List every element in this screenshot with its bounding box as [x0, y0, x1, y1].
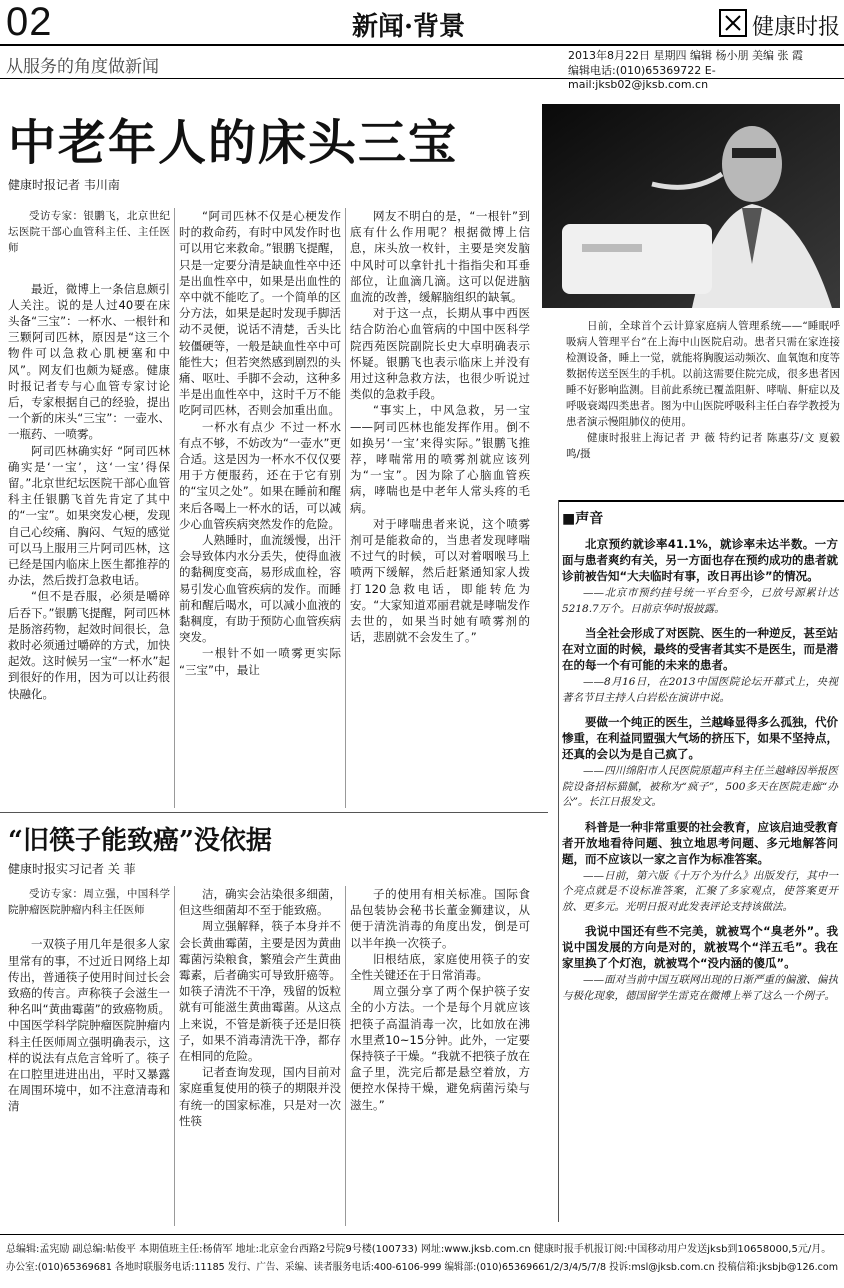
article-byline: 健康时报记者 韦川南	[8, 178, 120, 192]
paragraph: 周立强分享了两个保护筷子安全的小方法。一个是每个月就应该把筷子高温消毒一次，比如放在沸水里煮10~15分钟。此外，一定要保持筷子干燥。“我就不把筷子放在盒子里，洗完后都是悬空着放，方便控水保持干燥，避免病菌污染与滋生。”	[350, 984, 530, 1112]
voice-quote: 当全社会形成了对医院、医生的一种逆反，甚至站在对立面的时候，最终的受害者其实不是医生，而是潜在的每一个有可能的未来的患者。	[562, 626, 838, 672]
article2-byline: 健康时报实习记者 关 菲	[8, 862, 136, 876]
header-rule-bottom	[0, 78, 844, 79]
paragraph: 周立强解释，筷子本身并不会长黄曲霉菌，主要是因为黄曲霉菌污染粮食，繁殖会产生黄曲霉素，后者确实可导致肝癌等。如筷子清洗不干净，残留的饭粒就有可能滋生黄曲霉菌。从这点上来说，不管是新筷子还是旧筷子，如果不消毒清洗干净，都存在相同的危险。	[179, 919, 341, 1064]
voice-item	[562, 536, 838, 617]
newspaper-logo	[718, 8, 840, 40]
column-divider	[174, 886, 175, 1226]
logo-emblem-icon	[718, 8, 748, 38]
page-number: 02	[6, 0, 53, 44]
column-divider	[174, 208, 175, 808]
paragraph: 对于哮喘患者来说，这个喷雾剂可是能救命的，当患者发现哮喘不过气的时候，可以对着咽喉马上喷两下缓解，然后赶紧通知家人拨打120急救电话，即能转危为安。“大家知道邓丽君就是哮喘发作去世的，如果当时她有喷雾剂的话，悲剧就不会发生了。”	[350, 516, 530, 645]
article-headline: 中老年人的床头三宝	[8, 115, 459, 171]
voice-source: ——北京市预约挂号统一平台至今，已放号源累计达5218.7万个。日前京华时报披露。	[562, 587, 838, 615]
paragraph: 一双筷子用几年是很多人家里常有的事，不过近日网络上却传出，普通筷子使用时间过长会致癌的传言。声称筷子会滋生一种名叫“黄曲霉菌”的致癌物质。中国医学科学院肿瘤医院肿瘤内科主任医师周立强明确表示，这样的说法有点危言耸听了。筷子在口腔里进进出出，平时又暴露在周围环境中，如不注意清毒和清	[8, 937, 170, 1114]
paragraph: 人熟睡时，血流缓慢，出汗会导致体内水分丢失，使得血液的黏稠度变高，易形成血栓，容易引发心血管疾病的发作。而睡前和醒后喝水，可以减小血液的黏稠度，有助于预防心血管疾病突发。	[179, 533, 341, 645]
voice-item	[562, 625, 838, 706]
doctor-photo-icon	[542, 104, 840, 308]
expert-note: 受访专家：银鹏飞，北京世纪坛医院干部心血管科主任、主任医师	[8, 210, 170, 255]
slogan: 从服务的角度做新闻	[6, 57, 159, 77]
editor-contact: 编辑电话:(010)65369722 E-mail:jksb02@jksb.com.cn	[568, 64, 716, 91]
footer-staff-info: 总编辑:孟宪励 副总编:帖俊平 本期值班主任:杨倩军 地址:北京金台西路2号院9号楼(100733) 网址:www.jksb.com.cn 健康时报手机报订阅:中国移动用户发送jksb到10658000,5元/月。	[6, 1244, 832, 1255]
voice-item	[562, 819, 838, 916]
voice-item	[562, 923, 838, 1004]
issue-date-editors: 2013年8月22日 星期四 编辑 杨小朋 美编 张 霞	[568, 49, 803, 62]
column-divider	[345, 208, 346, 808]
paragraph: “但不是吞服，必须是嚼碎后吞下。”银鹏飞提醒，阿司匹林是肠溶药物，起效时间很长，急救时必须通过嚼碎的方式，加快起效。这时候另一宝“一杯水”起到很好的作用，因为可以让药很快融化。	[8, 589, 170, 701]
voice-quote: 北京预约就诊率41.1%，就诊率未达半数。一方面与患者爽约有关，另一方面也存在预约成功的患者就诊前被告知“大夫临时有事，改日再出诊”的情况。	[562, 537, 838, 583]
logo-text: 健康时报	[752, 15, 841, 40]
section-title: 新闻·背景	[352, 12, 466, 42]
column-divider	[345, 886, 346, 1226]
news-photo	[542, 104, 840, 308]
voice-quote: 要做一个纯正的医生，兰越峰显得多么孤独，代价惨重，在利益同盟强大气场的挤压下，如果不坚持点，还真的会以为是自己疯了。	[562, 715, 838, 761]
article-column-1	[8, 208, 170, 808]
paragraph: “阿司匹林不仅是心梗发作时的救命药，有时中风发作时也可以用它来救命。”银鹏飞提醒，只是一定要分清是缺血性卒中还是出血性卒中，如果是出血性的卒中就不能吃了。一个简单的区分方法，如果是起时发现手脚活动不灵便，说话不清楚，舌头比较僵硬等，一般是缺血性卒中可能性大；但若突然感到剧烈的头痛、呕吐、手脚不会动，这种多半是出血性卒中，这时千万不能吃阿司匹林，否则会加重出血。	[179, 209, 341, 418]
caption-text: 日前，全球首个云计算家庭病人管理系统——“睡眠呼吸病人管理平台”在上海中山医院启动。患者只需在家连接检测设备，睡上一觉，就能将胸腹运动频次、血氧饱和度等数据传送至医生的手机。以前这需要住院完成，很多患者因睡不好影响监测。目前此系统已覆盖阻鼾、哮喘、鼾症以及呼吸衰竭四类患者。图为中山医院呼吸科主任白春学教授为患者演示慢阻肺仪的使用。	[566, 320, 840, 428]
voice-source: ——面对当前中国互联网出现的日渐严重的偏激、偏执与极化现象，德国留学生雷克在微博上举了这么一个例子。	[562, 974, 838, 1002]
expert-note: 受访专家：周立强，中国科学院肿瘤医院肿瘤内科主任医师	[8, 888, 170, 917]
voice-source: ——日前，第六版《十万个为什么》出版发行，其中一个亮点就是不设标准答案，汇聚了多家观点，使答案更开放、更多元。光明日报对此发表评论支持该做法。	[562, 869, 838, 913]
article2-column-3	[350, 886, 530, 1226]
paragraph: 对于这一点，长期从事中西医结合防治心血管病的中国中医科学院西苑医院副院长史大卓明确表示怀疑。银鹏飞也表示临床上并没有用过这种急救方法，也很少听说过类似的急救手段。	[350, 306, 530, 402]
paragraph: 洁，确实会沾染很多细菌，但这些细菌却不至于能致癌。	[179, 887, 341, 918]
paragraph: 旧根结底，家庭使用筷子的安全性关键还在于日常消毒。	[350, 951, 530, 983]
paragraph: 一根针不如一喷雾更实际 “三宝”中，最让	[179, 646, 341, 677]
voice-source: ——四川绵阳市人民医院原超声科主任兰越峰因举报医院设备招标猫腻，被称为“疯子”，500多天在医院走廊“办公”。长江日报发文。	[562, 765, 838, 808]
article2-column-2	[179, 886, 341, 1226]
article-column-3	[350, 208, 530, 808]
article2-headline: “旧筷子能致癌”没依据	[8, 826, 272, 856]
paragraph: 网友不明白的是，“一根针”到底有什么作用呢？根据微博上信息，床头放一枚针，主要是突发脑中风时可以拿针扎十指指尖和耳垂部位，让血滴几滴。这可以促进脑血流的改善，缓解脑组织的缺氧。	[350, 209, 530, 305]
paragraph: 子的使用有相关标准。国际食品包装协会秘书长董金狮建议，从便于清洗消毒的角度出发，倒是可以半年换一次筷子。	[350, 887, 530, 950]
paragraph: 一杯水有点少 不过一杯水有点不够，不妨改为“一壶水”更合适。这是因为一杯水不仅仅要用于方便服药，还在于它有别的“宝贝之处”。如果在睡前和醒来后各喝上一杯水的话，可以减少心血管疾病突然发作的危险。	[179, 419, 341, 531]
footer-contact-info: 办公室:(010)65369681 各地时联服务电话:11185 发行、广告、采编、读者服务电话:400-6106-999 编辑部:(010)65369661/2/3/4/5/7/8 投诉:msl@jksb.com.cn 投稿信箱:jksbjb@126.com	[6, 1262, 839, 1273]
article2-column-1	[8, 886, 170, 1226]
voice-source: ——8月16日，在2013中国医院论坛开幕式上，央视著名节目主持人白岩松在演讲中说。	[562, 676, 838, 704]
photo-caption	[566, 318, 840, 462]
paragraph: “事实上，中风急救，另一宝——阿司匹林也能发挥作用。倒不如换另‘一宝’来得实际。”银鹏飞推荐，哮喘常用的喷雾剂就应该列为“一宝”。因为除了心脑血管疾病，哮喘也是中老年人常头疼的毛病。	[350, 403, 530, 515]
voices-title: ■声音	[562, 511, 604, 527]
voices-list	[562, 536, 838, 1012]
caption-credit: 健康时报驻上海记者 尹 薇 特约记者 陈惠芬/文 夏毅鸣/摄	[566, 432, 840, 460]
paragraph: 阿司匹林确实好 “阿司匹林确实是‘一宝’，这‘一宝’得保留。”北京世纪坛医院干部心血管科主任银鹏飞首先肯定了其中的“一宝”。如果突发心梗，发现自己心绞痛、胸闷、气短的感觉可以马上服用三片阿司匹林，这已经是国内临床上医生都推荐的办法，然后拨打急救电话。	[8, 443, 170, 588]
voice-quote: 我说中国还有些不完美，就被骂个“臭老外”。我说中国发展的方向是对的，就被骂个“洋五毛”。我在家里换了个灯泡，就被骂个“没内涵的傻瓜”。	[562, 924, 838, 970]
paragraph: 最近，微博上一条信息颇引人关注。说的是人过40要在床头备“三宝”：一杯水、一根针和三颗阿司匹林，原因是“这三个物件可以急救心肌梗塞和中风”。网友们也颇为疑惑。健康时报记者专与心血管专家讨论后，专家根据自己的经验，提出一个新的床头“三宝”：一壶水、一瓶药、一喷雾。	[8, 281, 170, 442]
voice-item	[562, 714, 838, 811]
voice-quote: 科普是一种非常重要的社会教育，应该启迪受教育者开放地看待问题、独立地思考问题、多元地解答问题，而不应该以一家之言作为标准答案。	[562, 819, 838, 866]
header-rule	[0, 44, 844, 46]
article-column-2	[179, 208, 341, 808]
paragraph: 记者查询发现，国内目前对家庭重复使用的筷子的期限并没有统一的国家标准，只是对一次性筷	[179, 1065, 341, 1128]
article-separator	[0, 812, 548, 813]
footer-rule	[0, 1234, 844, 1235]
